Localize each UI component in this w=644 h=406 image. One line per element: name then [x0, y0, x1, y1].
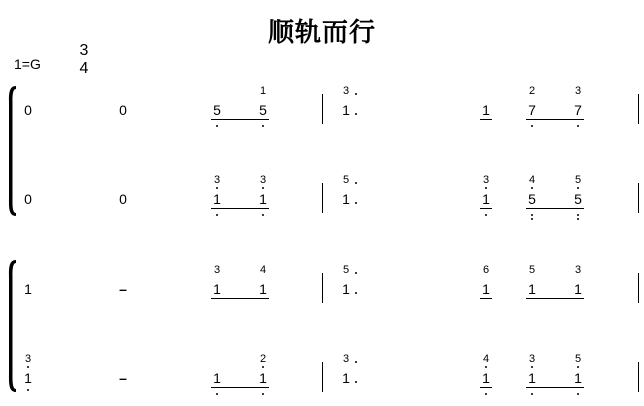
low-octave-dot — [577, 393, 579, 395]
note: 1 — [259, 370, 267, 386]
augmentation-dot — [355, 113, 357, 115]
upper-note: 4 — [482, 353, 490, 365]
note: 0 — [24, 191, 32, 207]
upper-note: 3 — [342, 353, 350, 365]
eighth-underline — [480, 298, 492, 299]
barline — [322, 94, 323, 124]
upper-note: 3 — [342, 85, 350, 97]
note: 1 — [342, 191, 350, 207]
upper-note: 6 — [482, 264, 490, 276]
eighth-underline — [211, 298, 269, 299]
augmentation-dot — [355, 182, 357, 184]
note: 1 — [342, 370, 350, 386]
note: 1 — [482, 102, 490, 118]
octave-dot — [216, 187, 218, 189]
upper-note: 3 — [213, 174, 221, 186]
note: 0 — [24, 102, 32, 118]
low-octave-dot — [577, 214, 579, 216]
system-brace — [4, 86, 18, 216]
note: 1 — [528, 281, 536, 297]
octave-dot — [485, 187, 487, 189]
upper-note: 3 — [528, 353, 536, 365]
note: 1 — [259, 281, 267, 297]
upper-note: 3 — [213, 264, 221, 276]
barline — [638, 183, 639, 213]
low-octave-dot — [485, 393, 487, 395]
upper-note: 5 — [342, 174, 350, 186]
upper-note: 4 — [259, 264, 267, 276]
low-octave-dot — [262, 393, 264, 395]
augmentation-dot — [355, 272, 357, 274]
barline — [638, 362, 639, 392]
low-octave-dot — [485, 214, 487, 216]
note: 1 — [24, 370, 32, 386]
low-octave-dot — [531, 393, 533, 395]
note: 1 — [259, 191, 267, 207]
octave-dot — [27, 366, 29, 368]
octave-dot — [262, 366, 264, 368]
dash-note: – — [119, 281, 127, 297]
low-octave-dot — [216, 214, 218, 216]
note: 5 — [528, 191, 536, 207]
eighth-underline — [526, 208, 584, 209]
note: 1 — [482, 370, 490, 386]
low-octave-dot — [531, 125, 533, 127]
low-octave-dot — [577, 125, 579, 127]
barline — [322, 273, 323, 303]
note: 7 — [574, 102, 582, 118]
upper-note: 3 — [574, 85, 582, 97]
note: 1 — [24, 281, 32, 297]
note: 1 — [213, 281, 221, 297]
dash-note: – — [119, 370, 127, 386]
eighth-underline — [480, 387, 492, 388]
low-octave-dot — [216, 125, 218, 127]
low-octave-dot — [27, 389, 29, 391]
octave-dot — [262, 187, 264, 189]
low-octave-dot — [262, 214, 264, 216]
upper-note: 5 — [574, 174, 582, 186]
time-signature-denominator: 4 — [79, 60, 89, 77]
note: 1 — [574, 281, 582, 297]
note: 1 — [528, 370, 536, 386]
low-octave-dot — [216, 393, 218, 395]
note: 0 — [119, 102, 127, 118]
note: 1 — [342, 281, 350, 297]
low-octave-dot — [262, 125, 264, 127]
note: 0 — [119, 191, 127, 207]
eighth-underline — [211, 387, 269, 388]
upper-note: 5 — [528, 264, 536, 276]
note: 1 — [342, 102, 350, 118]
barline — [322, 362, 323, 392]
barline — [638, 94, 639, 124]
upper-note: 2 — [259, 353, 267, 365]
time-signature-numerator: 3 — [79, 42, 89, 59]
upper-note: 3 — [259, 174, 267, 186]
augmentation-dot — [355, 361, 357, 363]
system-brace — [4, 260, 18, 392]
augmentation-dot — [355, 292, 357, 294]
note: 1 — [213, 191, 221, 207]
upper-note: 2 — [528, 85, 536, 97]
augmentation-dot — [355, 202, 357, 204]
eighth-underline — [526, 119, 584, 120]
eighth-underline — [480, 208, 492, 209]
octave-dot — [485, 366, 487, 368]
octave-dot — [531, 187, 533, 189]
octave-dot — [577, 366, 579, 368]
augmentation-dot — [355, 93, 357, 95]
upper-note: 1 — [259, 85, 267, 97]
note: 1 — [213, 370, 221, 386]
note: 7 — [528, 102, 536, 118]
low-octave-dot — [531, 218, 533, 220]
augmentation-dot — [355, 381, 357, 383]
upper-note: 5 — [574, 353, 582, 365]
time-signature — [76, 42, 92, 78]
barline — [322, 183, 323, 213]
note: 1 — [482, 191, 490, 207]
note: 5 — [213, 102, 221, 118]
barline — [638, 273, 639, 303]
note: 1 — [482, 281, 490, 297]
eighth-underline — [480, 119, 492, 120]
upper-note: 4 — [528, 174, 536, 186]
eighth-underline — [211, 208, 269, 209]
eighth-underline — [526, 298, 584, 299]
upper-note: 3 — [24, 353, 32, 365]
upper-note: 3 — [574, 264, 582, 276]
note: 5 — [259, 102, 267, 118]
octave-dot — [531, 366, 533, 368]
upper-note: 5 — [342, 264, 350, 276]
eighth-underline — [211, 119, 269, 120]
score-title: 顺轨而行 — [267, 18, 376, 48]
key-signature: 1=G — [14, 56, 41, 72]
note: 5 — [574, 191, 582, 207]
upper-note: 3 — [482, 174, 490, 186]
octave-dot — [577, 187, 579, 189]
low-octave-dot — [577, 218, 579, 220]
low-octave-dot — [531, 214, 533, 216]
eighth-underline — [526, 387, 584, 388]
note: 1 — [574, 370, 582, 386]
